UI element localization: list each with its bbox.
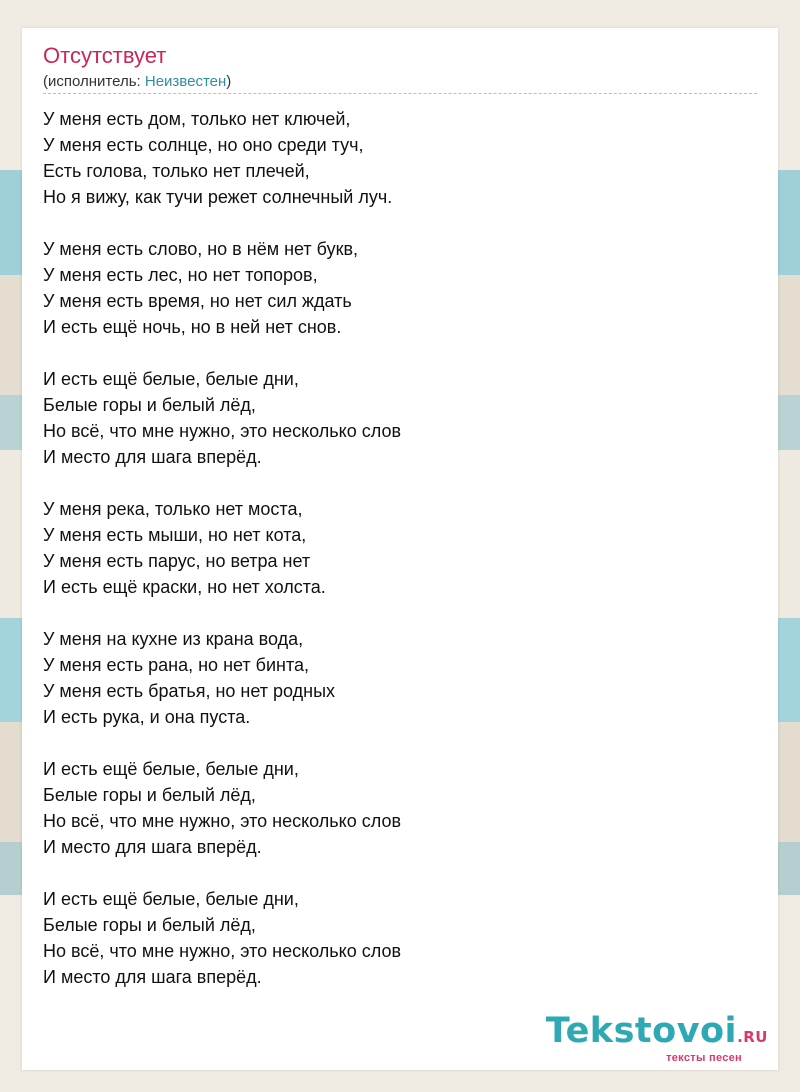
artist-suffix: ) xyxy=(226,73,232,90)
song-title: Отсутствует xyxy=(43,43,167,68)
logo-wordmark xyxy=(546,1013,768,1055)
stanza xyxy=(43,626,743,730)
lyric-line: У меня есть братья, но нет родных xyxy=(43,681,336,701)
logo-tld: .RU xyxy=(737,1028,768,1046)
logo-name: Tekstovoi xyxy=(545,1011,738,1051)
lyric-line: Но всё, что мне нужно, это несколько слов xyxy=(43,941,402,961)
lyric-line: И есть рука, и она пуста. xyxy=(43,707,251,727)
lyric-line: Но я вижу, как тучи режет солнечный луч. xyxy=(43,187,393,207)
lyric-line: У меня река, только нет моста, xyxy=(43,499,303,519)
lyric-line: У меня есть лес, но нет топоров, xyxy=(43,265,318,285)
lyric-line: Белые горы и белый лёд, xyxy=(43,785,256,805)
lyric-line: И есть ещё белые, белые дни, xyxy=(43,369,299,389)
lyrics-body xyxy=(43,106,743,1016)
lyric-line: И есть ещё краски, но нет холста. xyxy=(43,577,326,597)
lyric-line: Но всё, что мне нужно, это несколько слов xyxy=(43,811,402,831)
lyric-line: Есть голова, только нет плечей, xyxy=(43,161,310,181)
lyric-line: Белые горы и белый лёд, xyxy=(43,915,256,935)
stanza xyxy=(43,366,743,470)
lyric-line: И место для шага вперёд. xyxy=(43,447,262,467)
lyric-line: У меня есть дом, только нет ключей, xyxy=(43,109,351,129)
stanza xyxy=(43,496,743,600)
title-divider xyxy=(43,93,757,94)
lyric-line: У меня есть солнце, но оно среди туч, xyxy=(43,135,364,155)
artist-link[interactable]: Неизвестен xyxy=(144,73,227,90)
lyric-line: И есть ещё ночь, но в ней нет снов. xyxy=(43,317,342,337)
lyric-line: У меня есть слово, но в нём нет букв, xyxy=(43,239,359,259)
stanza xyxy=(43,886,743,990)
lyric-line: У меня на кухне из крана вода, xyxy=(43,629,304,649)
artist-prefix: (исполнитель: xyxy=(43,73,145,90)
lyric-line: И место для шага вперёд. xyxy=(43,837,262,857)
stanza xyxy=(43,756,743,860)
lyric-line: У меня есть мыши, но нет кота, xyxy=(43,525,307,545)
lyric-line: У меня есть рана, но нет бинта, xyxy=(43,655,310,675)
lyrics-card xyxy=(22,28,778,1070)
artist-byline xyxy=(43,73,231,90)
lyric-line: И место для шага вперёд. xyxy=(43,967,262,987)
lyric-line: И есть ещё белые, белые дни, xyxy=(43,759,299,779)
lyric-line: У меня есть парус, но ветра нет xyxy=(43,551,311,571)
stanza xyxy=(43,236,743,340)
lyric-line: У меня есть время, но нет сил ждать xyxy=(43,291,352,311)
logo-tagline: тексты песен xyxy=(666,1052,742,1064)
site-logo[interactable] xyxy=(546,1013,768,1064)
lyric-line: Но всё, что мне нужно, это несколько слов xyxy=(43,421,402,441)
stanza xyxy=(43,106,743,210)
lyric-line: И есть ещё белые, белые дни, xyxy=(43,889,299,909)
lyric-line: Белые горы и белый лёд, xyxy=(43,395,256,415)
